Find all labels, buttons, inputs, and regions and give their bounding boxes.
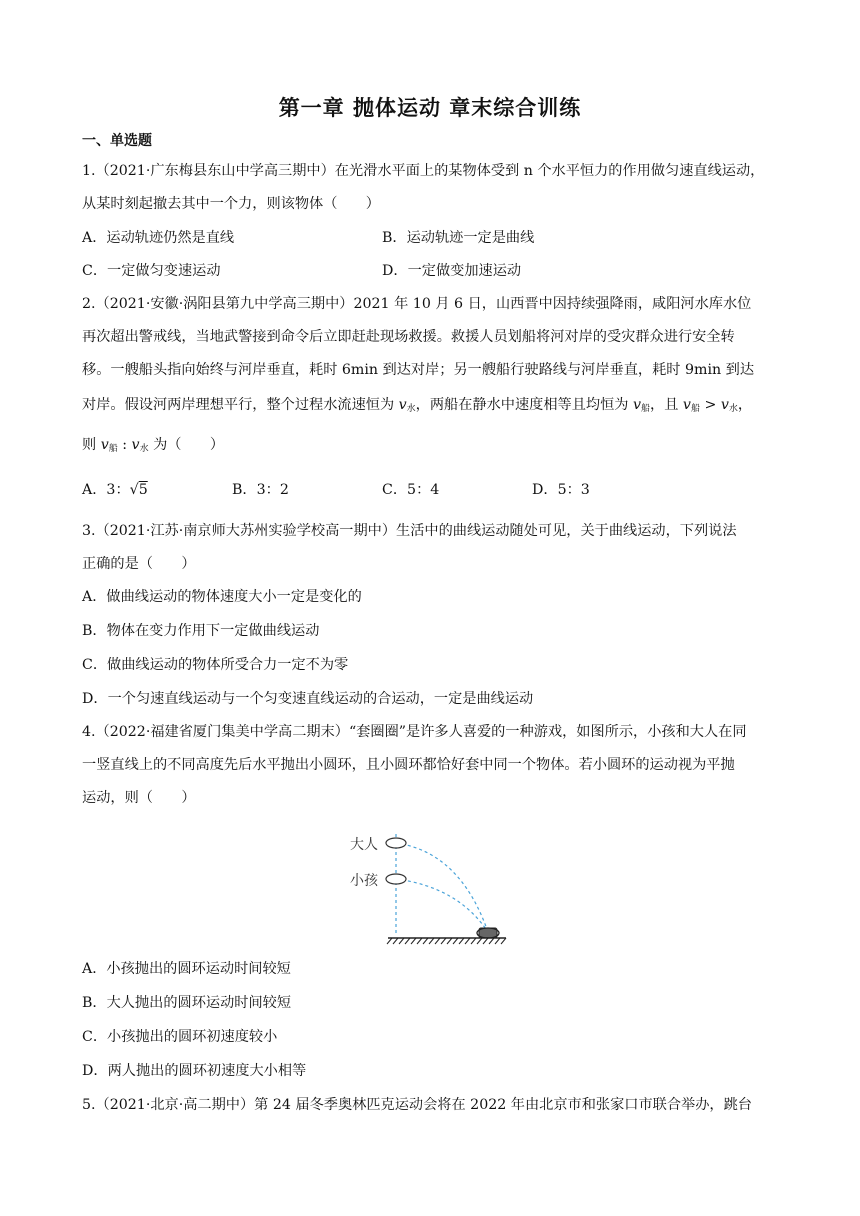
q2-option-c: C．5：4 xyxy=(382,482,440,498)
q2-option-a: A．3：√5 xyxy=(82,482,148,498)
q4-option-c: C．小孩抛出的圆环初速度较小 xyxy=(82,1029,278,1045)
q1-option-c: C．一定做匀变速运动 xyxy=(82,263,221,279)
q4-option-b: B．大人抛出的圆环运动时间较短 xyxy=(82,995,292,1011)
adult-label: 大人 xyxy=(350,837,378,853)
q1-stem-line1: 1.（2021·广东梅县东山中学高三期中）在光滑水平面上的某物体受到 n 个水平恒力的作用做匀速直线运动， xyxy=(82,163,765,179)
q1-option-a: A．运动轨迹仍然是直线 xyxy=(82,230,235,246)
page-title: 第一章 抛体运动 章末综合训练 xyxy=(278,96,582,120)
q2-stem-line2: 再次超出警戒线，当地武警接到命令后立即赶赴现场救援。救援人员划船将河对岸的受灾群众进行安全转 xyxy=(82,329,735,345)
q4-option-a: A．小孩抛出的圆环运动时间较短 xyxy=(82,961,291,977)
child-ring-icon xyxy=(386,874,406,884)
q3-option-a: A．做曲线运动的物体速度大小一定是变化的 xyxy=(82,589,362,605)
q3-stem-line1: 3.（2021·江苏·南京师大苏州实验学校高一期中）生活中的曲线运动随处可见，关于曲线运动，下列说法 xyxy=(82,523,737,539)
section-heading: 一、单选题 xyxy=(82,133,152,149)
q2-option-d: D．5：3 xyxy=(532,482,590,498)
q2-stem-line4: 对岸。假设河两岸理想平行，整个过程水流速恒为 $v_水$，两船在静水中速度相等且均恒为 $v_船$，且 $v_船 > v_水$， xyxy=(82,397,753,414)
q2-stem-line5: 则 $v_船$ : $v_水$ 为（ ） xyxy=(82,437,225,454)
ground-hatch xyxy=(387,938,506,944)
q1-option-b: B．运动轨迹一定是曲线 xyxy=(382,230,535,246)
ring-toss-figure xyxy=(340,832,520,947)
q3-option-b: B．物体在变力作用下一定做曲线运动 xyxy=(82,623,320,639)
q1-option-d: D．一定做变加速运动 xyxy=(382,263,522,279)
q5-stem-line1: 5.（2021·北京·高二期中）第 24 届冬季奥林匹克运动会将在 2022 年由北京市和张家口市联合举办，跳台 xyxy=(82,1097,752,1113)
q3-stem-line2: 正确的是（ ） xyxy=(82,556,196,572)
child-label: 小孩 xyxy=(350,873,378,889)
q4-stem-line2: 一竖直线上的不同高度先后水平抛出小圆环，且小圆环都恰好套中同一个物体。若小圆环的运动视为平抛 xyxy=(82,757,735,773)
sqrt-sign-icon: √ xyxy=(129,482,139,498)
q3-option-c: C．做曲线运动的物体所受合力一定不为零 xyxy=(82,657,349,673)
child-trajectory xyxy=(396,879,488,932)
q2-stem-line3: 移。一艘船头指向始终与河岸垂直，耗时 6min 到达对岸；另一艘船行驶路线与河岸垂直，耗时 9min 到达 xyxy=(82,362,755,378)
adult-trajectory xyxy=(396,843,488,932)
adult-ring-icon xyxy=(386,838,406,848)
q4-option-d: D．两人抛出的圆环初速度大小相等 xyxy=(82,1063,307,1079)
q2-option-b: B．3：2 xyxy=(232,482,289,498)
q3-option-d: D．一个匀速直线运动与一个匀变速直线运动的合运动，一定是曲线运动 xyxy=(82,691,534,707)
q1-stem-line2: 从某时刻起撤去其中一个力，则该物体（ ） xyxy=(82,196,380,212)
q2-stem-line1: 2.（2021·安徽·涡阳县第九中学高三期中）2021 年 10 月 6 日，山西晋中因持续强降雨，咸阳河水库水位 xyxy=(82,296,752,312)
q4-stem-line1: 4.（2022·福建省厦门集美中学高二期末）“套圈圈”是许多人喜爱的一种游戏，如图所示，小孩和大人在同 xyxy=(82,724,747,740)
q4-stem-line3: 运动，则（ ） xyxy=(82,790,196,806)
